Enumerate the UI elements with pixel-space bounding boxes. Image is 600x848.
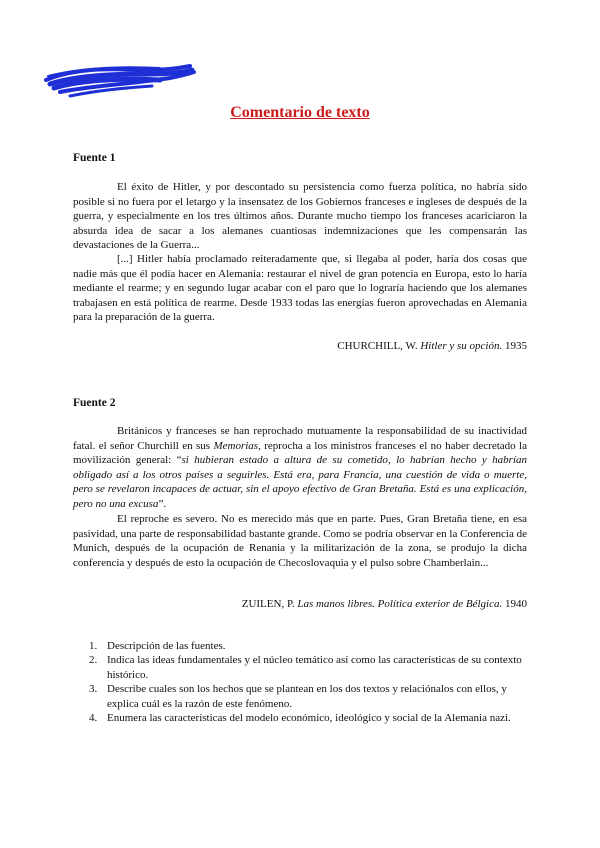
citation-author: ZUILEN, P. — [241, 598, 295, 610]
paragraph-text: , reprocha a los ministros franceses el no haber decretado la movilización general: “ — [73, 439, 527, 467]
fuente1-citation — [337, 340, 527, 352]
redaction-scribble — [40, 58, 200, 108]
citation-year: 1940 — [505, 598, 527, 610]
question-item — [73, 711, 527, 725]
fuente2-paragraph-2: El reproche es severo. No es merecido más que en parte. Pues, Gran Bretaña tiene, en esa pasividad, una parte de responsabilidad bastante grande. Como se podría observar en la Conferencia de Munich, después de la ocupación de Renania y la militarización de la zona, se produjo la dicha conferencia y después de esto la ocupación de Checoslovaquia y el pulso sobre Chamberlain... — [73, 513, 527, 569]
fuente1-heading: Fuente 1 — [73, 152, 116, 164]
question-number: 1. — [89, 640, 98, 652]
fuente2-heading: Fuente 2 — [73, 397, 116, 409]
fuente1-paragraph-1: El éxito de Hitler, y por descontado su persistencia como fuerza política, no habría sido posible si no fuera por el letargo y la insensatez de los Gobiernos franceses e ingleses de después de la guerra, y especialmente en los tres últimos años. Durante mucho tiempo los franceses acariciaron la absurda idea de sacar a los alemanes cuantiosas indemnizaciones que les compensarán las devastaciones de la Guerra... — [73, 181, 527, 252]
question-text: Describe cuales son los hechos que se plantean en los dos textos y relaciónalos con ellos, y explica cuál es la razón de este fenómeno. — [107, 683, 507, 710]
question-item — [73, 682, 527, 711]
question-item — [73, 653, 527, 682]
question-item — [73, 639, 527, 653]
question-text: Enumera las características del modelo económico, ideológico y social de la Alemania nazi. — [107, 712, 511, 725]
question-text: Indica las ideas fundamentales y el núcleo temático así como las características de su contexto histórico. — [107, 654, 522, 681]
citation-work: Hitler y su opción. — [420, 340, 503, 352]
citation-work: Las manos libres. Política exterior de Bélgica. — [297, 598, 503, 610]
question-number: 2. — [89, 654, 98, 667]
page-title: Comentario de texto — [230, 104, 370, 121]
paragraph-text: ”. — [158, 497, 167, 510]
questions-list — [73, 639, 527, 725]
fuente1-paragraph-2: [...] Hitler había proclamado reiteradamente que, si llegaba al poder, haría dos cosas que nadie más que él podía hacer en Alemania: restaurar el nivel de gran potencia en Europa, esto lo haría mediante el rearme; y en segundo lugar acabar con el paro que lo lograría haciendo que los alemanes trabajasen en está política de rearme. Desde 1933 todas las energías fueron aprovechadas en Alemania para la preparación de la guerra. — [73, 253, 527, 324]
churchill-quote: si hubieran estado a altura de su cometido, lo habrían hecho y habrían obligado así a los otros países a seguirles. Está era, para Francia, una cuestión de vida o muerte, pero se revelaron incapaces de actuar, sin el apoyo efectivo de Gran Bretaña. Está es una explicación, pero no una excusa — [73, 454, 528, 510]
question-text: Descripción de las fuentes. — [107, 640, 226, 652]
fuente2-citation — [242, 598, 527, 610]
paragraph-text: Británicos y franceses se han reprochado mutuamente la responsabilidad de su inactividad fatal. el señor Churchill en sus — [73, 425, 527, 452]
citation-year: 1935 — [505, 340, 527, 352]
memorias-title: Memorias — [213, 439, 259, 452]
fuente2-paragraph-1 — [73, 424, 527, 512]
question-number: 4. — [89, 712, 98, 725]
question-number: 3. — [89, 683, 98, 696]
citation-author: CHURCHILL, W. — [337, 340, 418, 352]
